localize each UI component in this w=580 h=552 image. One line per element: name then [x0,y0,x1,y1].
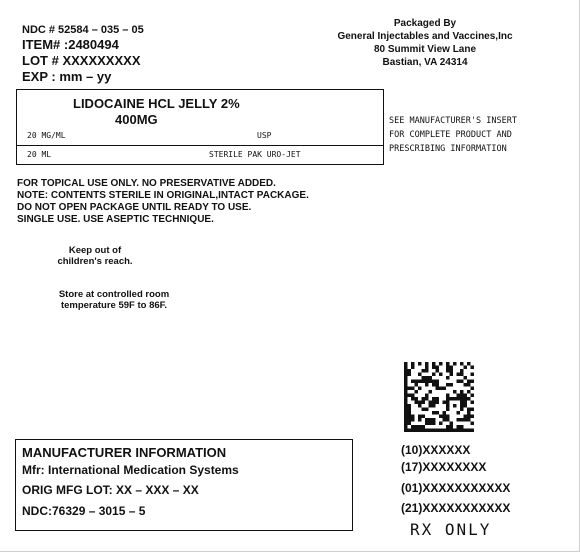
code-gtin: (01)XXXXXXXXXXX [401,481,511,495]
insert-note [389,114,517,156]
insert-note-line: FOR COMPLETE PRODUCT AND [389,130,512,140]
insert-note-line: SEE MANUFACTURER'S INSERT [389,116,517,126]
keep-out-notice [40,245,150,267]
manufacturer-box [15,439,353,531]
warning-line: NOTE: CONTENTS STERILE IN ORIGINAL,INTACT PACKAGE. [17,190,309,201]
product-strength: 400MG [115,112,158,127]
packager-block [310,17,540,69]
ndc-number: NDC # 52584 – 035 – 05 [22,24,144,36]
insert-note-line: PRESCRIBING INFORMATION [389,144,507,154]
keep-out-line: children's reach. [57,256,133,267]
packager-address: 80 Summit View Lane [373,44,477,55]
keep-out-line: Keep out of [68,245,122,256]
lot-number: LOT # XXXXXXXXX [22,53,141,68]
rx-only: RX ONLY [410,520,492,539]
item-number: ITEM# :2480494 [22,37,119,52]
code-serial: (21)XXXXXXXXXXX [401,501,511,515]
product-name: LIDOCAINE HCL JELLY 2% [73,96,240,111]
warning-line: SINGLE USE. USE ASEPTIC TECHNIQUE. [17,214,214,225]
product-box [16,89,384,165]
manufacturer-ndc: NDC:76329 – 3015 – 5 [22,504,146,518]
storage-line: temperature 59F to 86F. [60,300,168,311]
product-volume: 20 ML [27,150,52,159]
storage-notice [34,289,194,311]
storage-line: Store at controlled room [58,289,170,300]
manufacturer-heading: MANUFACTURER INFORMATION [22,445,227,460]
warning-line: DO NOT OPEN PACKAGE UNTIL READY TO USE. [17,202,252,213]
packager-city: Bastian, VA 24314 [382,57,468,68]
warnings [17,178,309,226]
manufacturer-name: Mfr: International Medication Systems [22,463,239,477]
code-expiry: (17)XXXXXXXX [401,460,487,474]
original-mfg-lot: ORIG MFG LOT: XX – XXX – XX [22,483,199,497]
code-lot: (10)XXXXXX [401,443,471,457]
product-box-divider [17,145,383,146]
warning-line: FOR TOPICAL USE ONLY. NO PRESERVATIVE ADDED. [17,178,276,189]
expiration: EXP : mm – yy [22,69,112,84]
packager-name: General Injectables and Vaccines,Inc [337,31,513,42]
product-standard: USP [257,131,272,140]
packager-title: Packaged By [393,18,457,29]
product-package: STERILE PAK URO-JET [209,150,301,159]
product-concentration: 20 MG/ML [27,131,66,140]
datamatrix-barcode-icon [404,362,474,432]
